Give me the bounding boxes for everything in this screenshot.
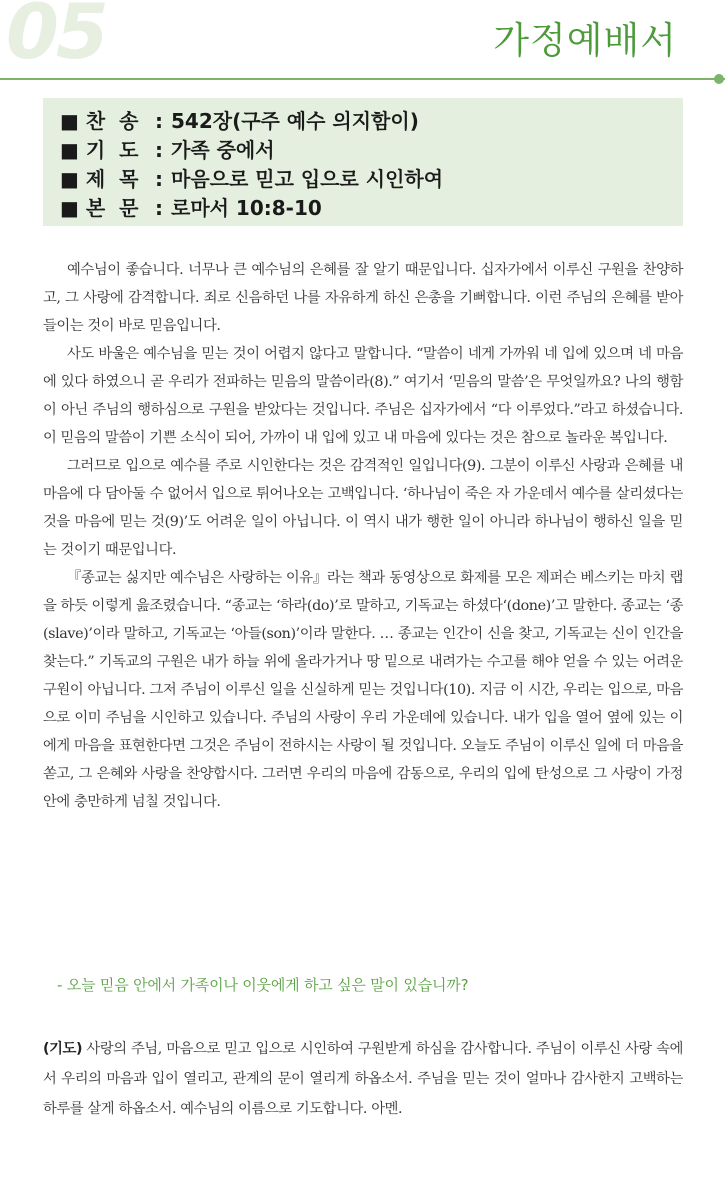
info-row-title — [60, 165, 683, 194]
divider-dot — [714, 74, 724, 84]
info-separator: : — [155, 167, 163, 191]
section-title: 가정예배서 — [493, 19, 677, 62]
info-value: 542장(구주 예수 의지함이) — [171, 109, 419, 133]
worship-info-box — [43, 98, 683, 226]
info-label: ■ 제 목 — [60, 167, 139, 191]
info-label: ■ 본 문 — [60, 196, 139, 220]
info-separator: : — [155, 138, 163, 162]
info-row-scripture — [60, 194, 683, 223]
paragraph: 예수님이 좋습니다. 너무나 큰 예수님의 은혜를 잘 알기 때문입니다. 십자가에서 이루신 구원을 찬양하고, 그 사랑에 감격합니다. 죄로 신음하던 나를 자유하게 하신 은총을 기뻐합니다. 이런 주님의 은혜를 받아들이는 것이 바로 믿음입니다. — [43, 262, 683, 334]
info-row-prayer — [60, 136, 683, 165]
info-separator: : — [155, 109, 163, 133]
paragraph: 그러므로 입으로 예수를 주로 시인한다는 것은 감격적인 일입니다(9). 그분이 이루신 사랑과 은혜를 내 마음에 다 담아둘 수 없어서 입으로 튀어나오는 고백입니다. ‘하나님이 죽은 자 가운데서 예수를 살리셨다는 것을 마음에 믿는 것(9)’도 어려운 일이 아닙니다. 이 역시 내가 행한 일이 아니라 하나님이 행하신 일을 믿는 것이기 때문입니다. — [43, 458, 683, 558]
info-value: 로마서 10:8-10 — [171, 196, 322, 220]
info-value: 가족 중에서 — [171, 138, 275, 162]
sermon-body — [43, 256, 683, 816]
prayer-text: 사랑의 주님, 마음으로 믿고 입으로 시인하여 구원받게 하심을 감사합니다. 주님이 이루신 사랑 속에서 우리의 마음과 입이 열리고, 관계의 문이 열리게 하옵소서. 주님을 믿는 것이 얼마나 감사한지 고백하는 하루를 살게 하옵소서. 예수님의 이름으로 기도합니다. 아멘. — [43, 1041, 683, 1117]
info-value: 마음으로 믿고 입으로 시인하여 — [171, 167, 444, 191]
paragraph: 사도 바울은 예수님을 믿는 것이 어렵지 않다고 말합니다. “말씀이 네게 가까워 네 입에 있으며 네 마음에 있다 하였으니 곧 우리가 전파하는 믿음의 말씀이라(8).” 여기서 ‘믿음의 말씀’은 무엇일까요? 나의 행함이 아닌 주님의 행하심으로 구원을 받았다는 것입니다. 주님은 십자가에서 “다 이루었다.”라고 하셨습니다. 이 믿음의 말씀이 기쁜 소식이 되어, 가까이 내 입에 있고 내 마음에 있다는 것은 참으로 놀라운 복입니다. — [43, 346, 683, 446]
paragraph: 『종교는 싫지만 예수님은 사랑하는 이유』라는 책과 동영상으로 화제를 모은 제퍼슨 베스키는 마치 랩을 하듯 이렇게 읊조렸습니다. “종교는 ‘하라(do)’로 말하고, 기독교는 하셨다‘(done)’고 말한다. 종교는 ‘종(slave)’이라 말하고, 기독교는 ‘아들(son)’이라 말한다. … 종교는 인간이 신을 찾고, 기독교는 신이 인간을 찾는다.” 기독교의 구원은 내가 하늘 위에 올라가거나 땅 밑으로 내려가는 수고를 해야 얻을 수 있는 어려운 구원이 아닙니다. 그저 주님이 이루신 일을 신실하게 믿는 것입니다(10). 지금 이 시간, 우리는 입으로, 마음으로 이미 주님을 시인하고 있습니다. 주님의 사랑이 우리 가운데에 있습니다. 내가 입을 열어 옆에 있는 이에게 마음을 표현한다면 그것은 주님이 전하시는 사랑이 될 것입니다. 오늘도 주님이 이루신 일에 더 마음을 쏟고, 그 은혜와 사랑을 찬양합시다. 그러면 우리의 마음에 감동으로, 우리의 입에 탄성으로 그 사랑이 가정 안에 충만하게 넘칠 것입니다. — [43, 570, 683, 810]
info-label: ■ 찬 송 — [60, 109, 139, 133]
info-label: ■ 기 도 — [60, 138, 139, 162]
chapter-number: 05 — [6, 0, 106, 76]
reflection-question: - 오늘 믿음 안에서 가족이나 이웃에게 하고 싶은 말이 있습니까? — [57, 976, 469, 994]
title-divider — [0, 78, 725, 80]
info-separator: : — [155, 196, 163, 220]
closing-prayer — [43, 1034, 683, 1124]
prayer-label: (기도) — [43, 1041, 83, 1057]
info-row-hymn — [60, 107, 683, 136]
